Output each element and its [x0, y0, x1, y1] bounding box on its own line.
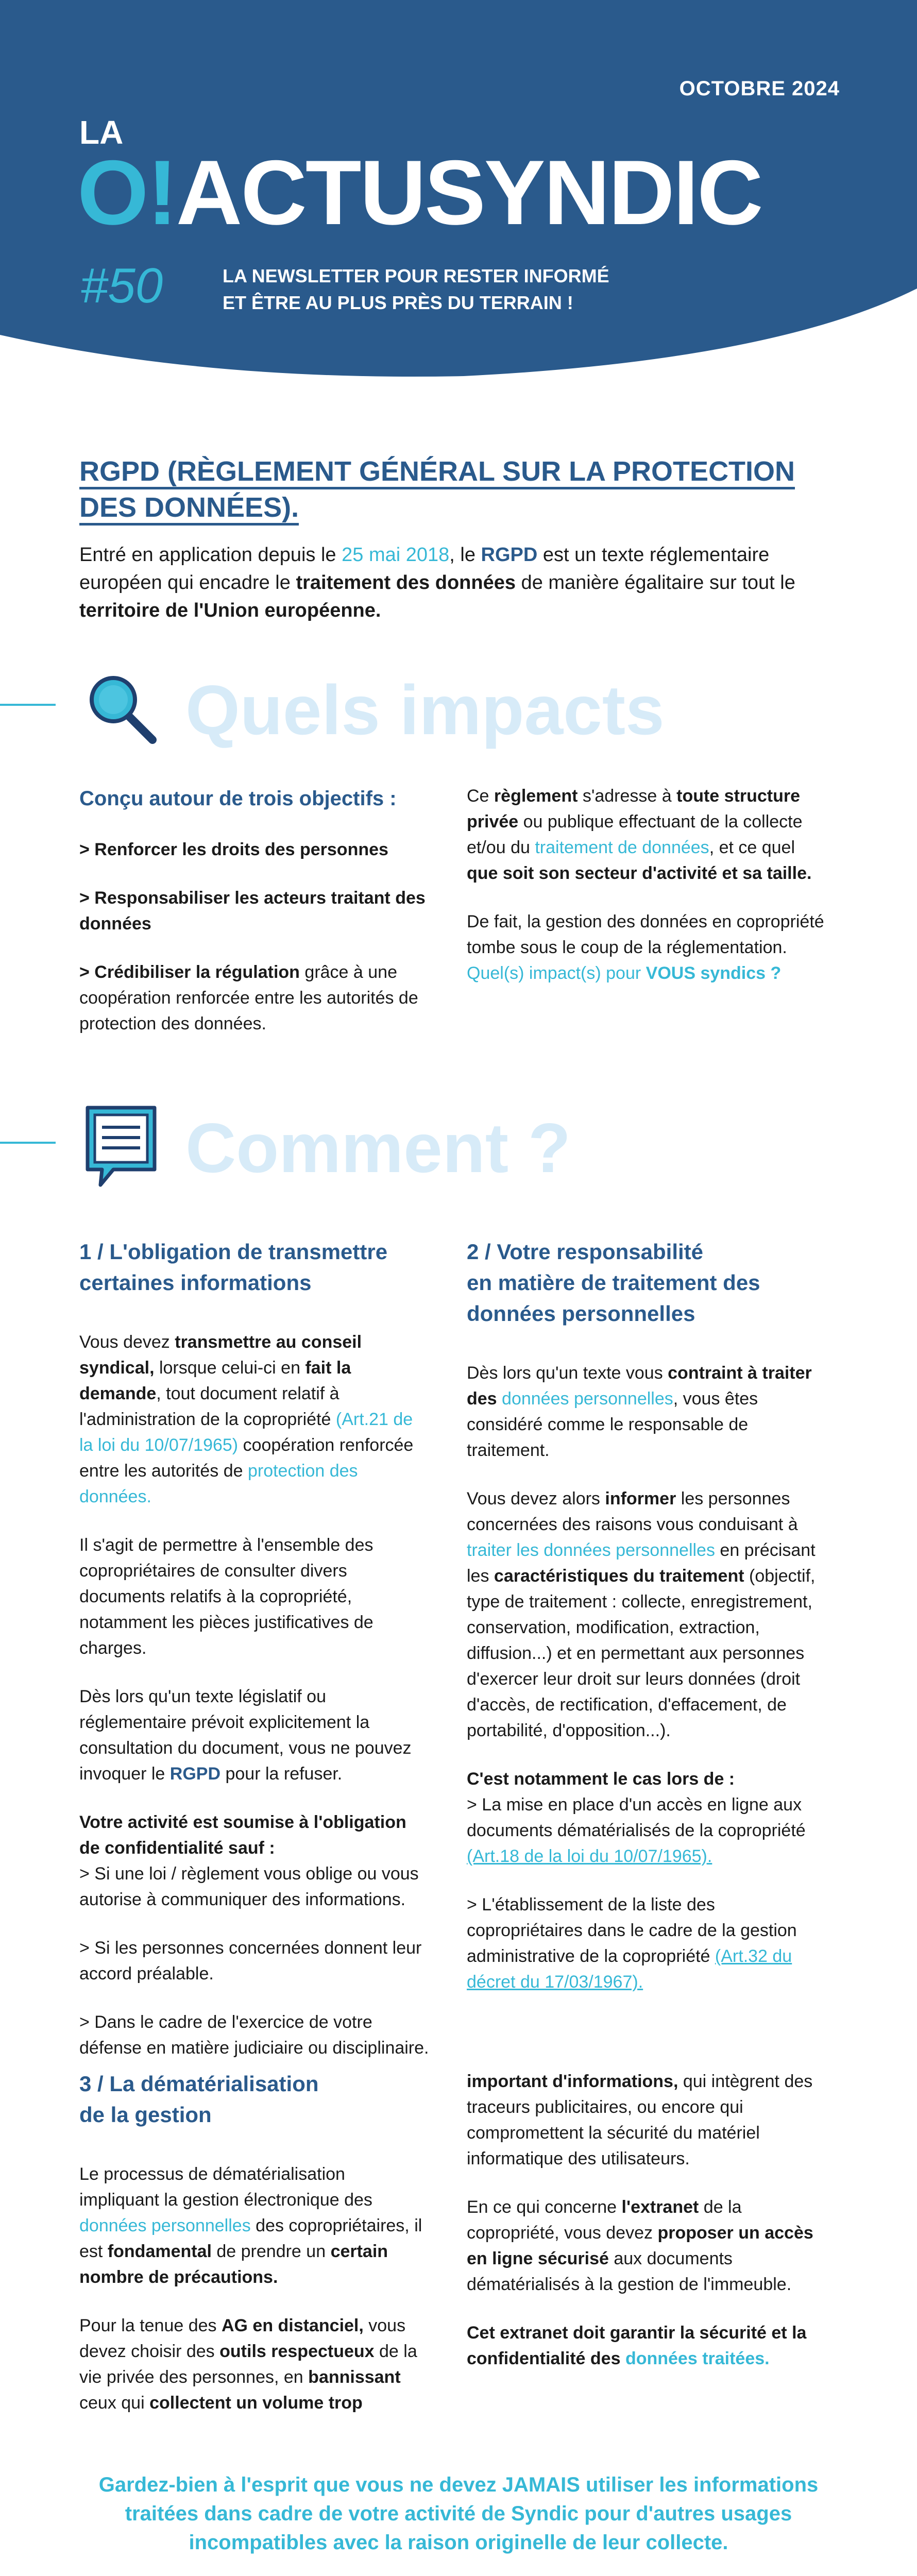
text: de prendre un: [211, 2242, 331, 2261]
objective-3: [79, 959, 430, 1037]
s2-paragraph-2: [467, 1486, 827, 1743]
s1-paragraph-1: [79, 1329, 430, 1510]
section-2-column: [467, 1236, 827, 2018]
tagline: [223, 263, 609, 316]
s3-paragraph-2: [79, 2313, 430, 2416]
bold: certain nombre de précautions.: [79, 2242, 388, 2287]
impacts-right-column: [467, 783, 827, 1009]
impacts-heading: [0, 654, 917, 757]
section-3-heading: [79, 2069, 430, 2130]
s1-paragraph-6: > Dans le cadre de l'exercice de votre défense en matière judiciaire ou disciplinaire.: [79, 2012, 429, 2058]
impacts-title: Quels impacts: [185, 671, 665, 749]
link-protection-donnees[interactable]: protection des données.: [79, 1461, 358, 1506]
bold-cyan: VOUS syndics ?: [646, 963, 782, 983]
s1-paragraph-4: [79, 1809, 430, 1912]
link-impacts[interactable]: Quel(s) impact(s) pour: [467, 963, 646, 983]
text: coopération renforcée entre les autorités de: [79, 1435, 414, 1481]
rgpd-intro: [79, 541, 837, 624]
section-2-heading: [467, 1236, 827, 1329]
intro-text: est un texte réglementaire européen qui encadre le: [79, 544, 770, 594]
bold: C'est notamment le cas lors de :: [467, 1769, 735, 1789]
text: Ce: [467, 786, 494, 806]
text: s'adresse à: [578, 786, 677, 806]
rgpd-title-line-1: RGPD (RÈGLEMENT GÉNÉRAL SUR LA PROTECTION: [79, 456, 795, 489]
section-1-heading-line-2: certaines informations: [79, 1270, 312, 1295]
objective-3-bold: > Crédibiliser la régulation: [79, 962, 300, 982]
section-3-heading-line-2: de la gestion: [79, 2103, 212, 2127]
impacts-paragraph-1: [467, 783, 827, 886]
text: qui intègrent des traceurs publicitaires, ou encore qui compromettent la sécurité du matériel informatique des utilisateurs.: [467, 2072, 813, 2168]
link-donnees-personnelles[interactable]: données personnelles: [502, 1389, 673, 1409]
section-1-heading-line-1: 1 / L'obligation de transmettre: [79, 1240, 388, 1264]
impacts-subheading: Conçu autour de trois objectifs :: [79, 787, 397, 810]
text: ceux qui: [79, 2393, 150, 2413]
text: ou publique effectuant de la collecte et/ou du: [467, 812, 803, 857]
text: Vous devez: [79, 1332, 175, 1352]
quote-line-2: traitées dans cadre de votre activité de Syndic pour d'autres usages: [125, 2502, 792, 2525]
objective-3-text: grâce à une coopération renforcée entre les autorités de protection des données.: [79, 962, 418, 1033]
s1-paragraph-5: > Si les personnes concernées donnent leur accord préalable.: [79, 1938, 422, 1984]
s2-paragraph-4: [467, 1892, 827, 1995]
s3-paragraph-1: [79, 2161, 430, 2290]
text: pour la refuser.: [220, 1764, 343, 1784]
text: , et ce quel: [709, 838, 795, 857]
s1-paragraph-3: [79, 1684, 430, 1787]
objective-1: [79, 837, 430, 862]
section-2-heading-line-3: données personnelles: [467, 1301, 695, 1326]
bold: règlement: [494, 786, 578, 806]
section-2-heading-line-1: 2 / Votre responsabilité: [467, 1240, 704, 1264]
s2-paragraph-3: [467, 1766, 827, 1869]
text: > La mise en place d'un accès en ligne aux documents dématérialisés de la copropriété: [467, 1795, 806, 1840]
s2-paragraph-1: [467, 1360, 827, 1463]
link-art32[interactable]: (Art.32 du décret du 17/03/1967).: [467, 1946, 792, 1992]
bold: Votre activité est soumise à l'obligation de confidentialité sauf :: [79, 1812, 406, 1858]
text: > L'établissement de la liste des copropriétaires dans le cadre de la gestion administrative de la copropriété: [467, 1895, 797, 1966]
bold: fondamental: [107, 2242, 212, 2261]
bold: Cet extranet doit garantir la sécurité et la confidentialité des: [467, 2323, 807, 2368]
text: De fait, la gestion des données en copropriété tombe sous le coup de la réglementation.: [467, 912, 824, 957]
section-3-heading-line-1: 3 / La dématérialisation: [79, 2072, 319, 2096]
impacts-left-column: [79, 783, 430, 1059]
objective-2-text: > Responsabiliser les acteurs traitant des données: [79, 888, 426, 934]
divider-line: [0, 704, 56, 706]
rgpd-bold: RGPD: [169, 1764, 221, 1784]
text: les personnes concernées des raisons vous conduisant à: [467, 1489, 798, 1534]
link-art21[interactable]: (Art.21 de la loi du 10/07/1965): [79, 1410, 413, 1455]
section-1-column: [79, 1236, 430, 2083]
link-donnees-personnelles[interactable]: données personnelles: [79, 2216, 251, 2235]
bold: outils respectueux: [219, 2342, 375, 2361]
intro-bold: traitement des données: [296, 572, 516, 594]
rgpd-title-line-2: DES DONNÉES).: [79, 492, 299, 526]
document-chat-icon: [82, 1103, 160, 1190]
intro-text: , le: [449, 544, 481, 566]
s3-paragraph-3: [467, 2069, 827, 2172]
text: Le processus de dématérialisation impliquant la gestion électronique des: [79, 2164, 372, 2210]
bold: informer: [605, 1489, 676, 1509]
issue-month: OCTOBRE 2024: [679, 77, 840, 100]
bold: fait la demande: [79, 1358, 351, 1403]
bold: collectent un volume trop: [149, 2393, 363, 2413]
objective-2: [79, 885, 430, 937]
text: Dès lors qu'un texte législatif ou réglementaire prévoit explicitement la consultation du document, vous ne pouvez invoquer le: [79, 1687, 412, 1784]
section-2-heading-line-2: en matière de traitement des: [467, 1270, 760, 1295]
link-art18[interactable]: (Art.18 de la loi du 10/07/1965).: [467, 1846, 712, 1866]
text: En ce qui concerne: [467, 2197, 622, 2217]
bold: contraint à traiter des: [467, 1363, 812, 1409]
section-title-rgpd: [79, 453, 831, 526]
newsletter-brand: [77, 141, 762, 244]
issue-number: #50: [80, 258, 163, 313]
s3-paragraph-4: [467, 2194, 827, 2297]
comment-heading: [0, 1092, 917, 1195]
quote-line-3: incompatibles avec la raison originelle de leur collecte.: [189, 2531, 728, 2554]
text: > Si une loi / règlement vous oblige ou vous autorise à communiquer des informations.: [79, 1864, 419, 1909]
bold: caractéristiques du traitement: [494, 1566, 744, 1586]
closing-quote: [77, 2470, 840, 2557]
link-donnees-traitees[interactable]: données traitées.: [625, 2349, 770, 2368]
impacts-paragraph-2: [467, 909, 827, 986]
s1-paragraph-2: Il s'agit de permettre à l'ensemble des copropriétaires de consulter divers documents relatifs à la copropriété, notamment les pièces justificatives de charges.: [79, 1535, 373, 1658]
text: de la vie privée des personnes, en: [79, 2342, 417, 2387]
intro-bold: territoire de l'Union européenne.: [79, 600, 381, 621]
bold: que soit son secteur d'activité et sa taille.: [467, 863, 812, 883]
section-1-heading: [79, 1236, 430, 1298]
text: (objectif, type de traitement : collecte, enregistrement, conservation, modification, extraction, diffusion...) et en permettant aux personnes d'exercer leur droit sur leurs données (droit d'accès, de rectification, d'effacement, de portabilité, d'opposition...).: [467, 1566, 816, 1740]
tagline-line-1: LA NEWSLETTER POUR RESTER INFORMÉ: [223, 265, 609, 286]
bold: important d'informations,: [467, 2072, 678, 2091]
section-3-left-column: [79, 2069, 430, 2438]
divider-line: [0, 1142, 56, 1144]
link-traiter-donnees[interactable]: traiter les données personnelles: [467, 1540, 715, 1560]
bold: l'extranet: [621, 2197, 699, 2217]
text: des copropriétaires, il est: [79, 2216, 422, 2261]
s3-paragraph-5: [467, 2320, 827, 2371]
text: Vous devez alors: [467, 1489, 605, 1509]
brand-name: ACTUSYNDIC: [176, 141, 762, 244]
intro-date-link[interactable]: 25 mai 2018: [342, 544, 450, 566]
intro-text: Entré en application depuis le: [79, 544, 342, 566]
tagline-line-2: ET ÊTRE AU PLUS PRÈS DU TERRAIN !: [223, 292, 573, 313]
bold: toute structure privée: [467, 786, 801, 832]
text: , tout document relatif à l'administration de la copropriété: [79, 1384, 339, 1429]
quote-line-1: Gardez-bien à l'esprit que vous ne devez JAMAIS utiliser les informations: [98, 2473, 819, 2496]
bold: AG en distanciel,: [221, 2316, 364, 2335]
text: de la copropriété, vous devez: [467, 2197, 742, 2243]
objective-1-text: > Renforcer les droits des personnes: [79, 840, 388, 859]
bold: proposer un accès en ligne sécurisé: [467, 2223, 813, 2268]
intro-rgpd: RGPD: [481, 544, 538, 566]
bold: transmettre au conseil syndical,: [79, 1332, 362, 1378]
magnifier-icon: [82, 670, 160, 747]
text: aux documents dématérialisés à la gestion de l'immeuble.: [467, 2249, 792, 2294]
text: en précisant les: [467, 1540, 816, 1586]
comment-title: Comment ?: [185, 1109, 571, 1187]
bold: bannissant: [308, 2367, 401, 2387]
text: lorsque celui-ci en: [154, 1358, 305, 1378]
section-3-right-column: [467, 2069, 827, 2394]
intro-text: de manière égalitaire sur tout le: [516, 572, 795, 594]
text: vous devez choisir des: [79, 2316, 406, 2361]
brand-prefix: LA: [79, 114, 124, 151]
link-traitement-donnees[interactable]: traitement de données: [535, 838, 709, 857]
text: Dès lors qu'un texte vous: [467, 1363, 668, 1383]
brand-o: O!: [77, 141, 176, 244]
text: , vous êtes considéré comme le responsable de traitement.: [467, 1389, 758, 1460]
text: Pour la tenue des: [79, 2316, 222, 2335]
